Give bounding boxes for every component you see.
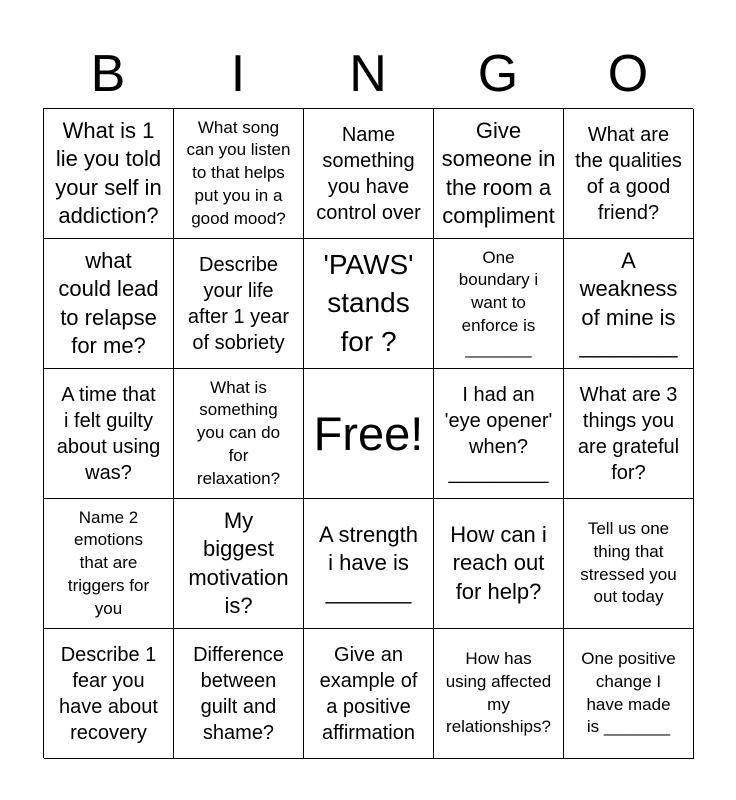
cell-text: Give someone in the room a compliment xyxy=(441,118,556,228)
cell-text: What is 1 lie you told your self in addiction? xyxy=(55,118,162,228)
cell-text: Name 2 emotions that are triggers for you xyxy=(67,507,150,618)
cell-text: Describe your life after 1 year of sobriety xyxy=(187,253,290,354)
bingo-cell[interactable] xyxy=(564,109,694,239)
bingo-cell[interactable] xyxy=(304,629,434,759)
cell-text: Name something you have control over xyxy=(316,123,421,224)
bingo-cell[interactable] xyxy=(174,369,304,499)
bingo-cell[interactable] xyxy=(564,499,694,629)
bingo-header xyxy=(43,40,693,108)
cell-text: A weakness of mine is ________ xyxy=(579,248,678,358)
cell-text: How can i reach out for help? xyxy=(450,522,547,604)
header-letter-i: I xyxy=(230,45,246,103)
cell-text: Difference between guilt and shame? xyxy=(193,643,284,744)
cell-text: Tell us one thing that stressed you out today xyxy=(580,518,677,607)
bingo-cell[interactable] xyxy=(564,629,694,759)
cell-text: Describe 1 fear you have about recovery xyxy=(59,643,158,744)
bingo-cell[interactable] xyxy=(174,109,304,239)
bingo-cell[interactable] xyxy=(304,499,434,629)
cell-text: What is something you can do for relaxation? xyxy=(196,377,281,488)
header-letter-b: B xyxy=(90,45,126,103)
header-letter-g: G xyxy=(477,45,519,103)
cell-text: 'PAWS' stands for ? xyxy=(323,248,414,357)
bingo-cell[interactable] xyxy=(434,499,564,629)
bingo-cell[interactable] xyxy=(434,239,564,369)
header-letter-n: N xyxy=(349,45,387,103)
bingo-cell[interactable] xyxy=(434,369,564,499)
cell-text: What are 3 things you are grateful for? xyxy=(577,383,680,484)
bingo-cell[interactable] xyxy=(44,499,174,629)
cell-text: How has using affected my relationships? xyxy=(445,648,552,737)
bingo-cell[interactable] xyxy=(564,369,694,499)
cell-text: What are the qualities of a good friend? xyxy=(575,123,682,224)
cell-text: One boundary i want to enforce is _______ xyxy=(458,247,539,358)
bingo-cell[interactable] xyxy=(564,239,694,369)
cell-text: what could lead to relapse for me? xyxy=(58,248,159,358)
free-space-text: Free! xyxy=(313,406,424,460)
bingo-cell[interactable] xyxy=(44,369,174,499)
cell-text: I had an 'eye opener' when? _________ xyxy=(444,383,553,484)
bingo-cell[interactable] xyxy=(44,629,174,759)
bingo-cell[interactable] xyxy=(434,109,564,239)
cell-text: What song can you listen to that helps put you in a good mood? xyxy=(186,117,291,228)
bingo-cell[interactable] xyxy=(44,239,174,369)
bingo-cell[interactable] xyxy=(434,629,564,759)
cell-text: A time that i felt guilty about using was? xyxy=(56,383,161,484)
cell-text: A strength i have is _______ xyxy=(318,522,419,604)
bingo-cell[interactable] xyxy=(174,499,304,629)
bingo-cell[interactable] xyxy=(174,239,304,369)
bingo-cell[interactable] xyxy=(304,109,434,239)
cell-text: My biggest motivation is? xyxy=(188,508,289,618)
header-letter-o: O xyxy=(607,45,649,103)
bingo-cell[interactable] xyxy=(304,239,434,369)
bingo-card-grid xyxy=(43,108,693,758)
bingo-cell[interactable] xyxy=(44,109,174,239)
bingo-cell[interactable] xyxy=(174,629,304,759)
free-space-cell[interactable] xyxy=(304,369,434,499)
cell-text: One positive change I have made is _______ xyxy=(581,648,676,737)
cell-text: Give an example of a positive affirmation xyxy=(319,643,418,744)
